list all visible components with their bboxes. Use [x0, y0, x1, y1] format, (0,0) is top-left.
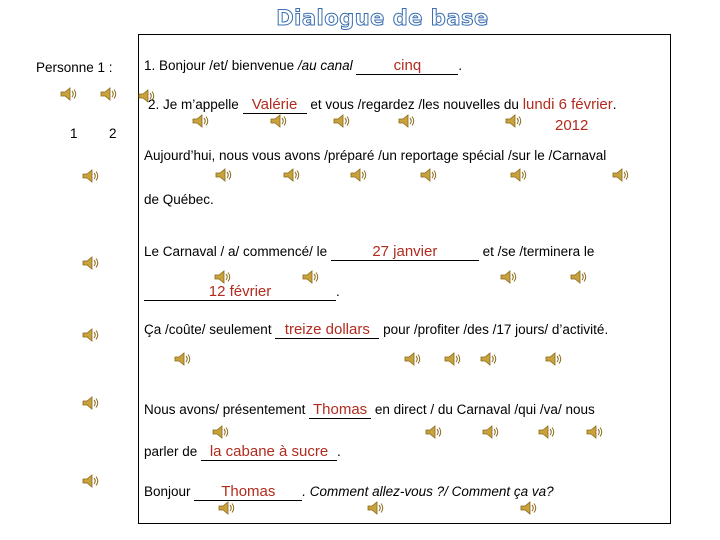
answer-3-year: 2012	[555, 117, 589, 134]
dialogue-line-7: Bonjour Thomas . Comment allez-vous ?/ Comment ça va?	[144, 483, 554, 500]
speaker-icon[interactable]	[538, 424, 556, 440]
speaker-label: Personne 1 :	[36, 60, 113, 75]
speaker-icon[interactable]	[520, 500, 538, 516]
speaker-icon[interactable]	[100, 86, 118, 102]
dialogue-line-3b: de Québec.	[144, 192, 214, 207]
speaker-icon[interactable]	[612, 167, 630, 183]
speaker-icon[interactable]	[82, 168, 100, 184]
speaker-icon[interactable]	[482, 424, 500, 440]
speaker-icon[interactable]	[270, 113, 288, 129]
speaker-icon[interactable]	[218, 500, 236, 516]
speaker-icon[interactable]	[398, 113, 416, 129]
speaker-icon[interactable]	[510, 167, 528, 183]
dialogue-line-3: Aujourd’hui, nous vous avons /préparé /un reportage spécial /sur le /Carnaval	[144, 148, 607, 163]
answer-5: 12 février	[208, 283, 272, 300]
speaker-icon[interactable]	[350, 167, 368, 183]
speaker-icon[interactable]	[500, 269, 518, 285]
speaker-icon[interactable]	[404, 351, 422, 367]
speaker-icon[interactable]	[444, 351, 462, 367]
answer-8: la cabane à sucre	[209, 443, 329, 460]
speaker-icon[interactable]	[425, 424, 443, 440]
speaker-icon[interactable]	[570, 269, 588, 285]
dialogue-line-2: 2. Je m’appelle Valérie et vous /regardez /les nouvelles du lundi 6 février.	[148, 96, 617, 113]
answer-7: Thomas	[313, 401, 368, 418]
speaker-icon[interactable]	[420, 167, 438, 183]
dialogue-line-6: Nous avons/ présentement Thomas en direct / du Carnaval /qui /va/ nous	[144, 401, 595, 418]
speaker-icon[interactable]	[367, 500, 385, 516]
speaker-icon[interactable]	[586, 424, 604, 440]
speaker-icon[interactable]	[60, 86, 78, 102]
speaker-icon[interactable]	[505, 113, 523, 129]
speaker-icon[interactable]	[302, 269, 320, 285]
speaker-icon[interactable]	[333, 113, 351, 129]
speaker-icon[interactable]	[82, 327, 100, 343]
dialogue-line-4: Le Carnaval / a/ commencé/ le 27 janvier et /se /terminera le	[144, 243, 595, 260]
answer-4: 27 janvier	[372, 243, 438, 260]
person-number-2: 2	[109, 126, 117, 141]
speaker-icon[interactable]	[215, 167, 233, 183]
answer-2: Valérie	[251, 96, 298, 113]
speaker-icon[interactable]	[212, 424, 230, 440]
answer-3: lundi 6 février	[522, 96, 613, 113]
speaker-icon[interactable]	[82, 473, 100, 489]
answer-1: cinq	[393, 57, 422, 74]
speaker-icon[interactable]	[82, 255, 100, 271]
speaker-icon[interactable]	[82, 395, 100, 411]
speaker-icon[interactable]	[192, 113, 210, 129]
dialogue-line-6b: parler de la cabane à sucre .	[144, 443, 341, 460]
answer-6: treize dollars	[284, 321, 370, 338]
speaker-icon[interactable]	[545, 351, 563, 367]
speaker-icon[interactable]	[174, 351, 192, 367]
dialogue-line-4b: 12 février .	[144, 284, 340, 301]
speaker-icon[interactable]	[283, 167, 301, 183]
page-title: Dialogue de base	[276, 6, 489, 30]
person-number-1: 1	[70, 126, 78, 141]
dialogue-line-1: 1. Bonjour /et/ bienvenue /au canal cinq .	[144, 57, 463, 74]
answer-9: Thomas	[221, 483, 276, 500]
dialogue-line-5: Ça /coûte/ seulement treize dollars pour /profiter /des /17 jours/ d’activité.	[144, 321, 609, 338]
speaker-icon[interactable]	[480, 351, 498, 367]
